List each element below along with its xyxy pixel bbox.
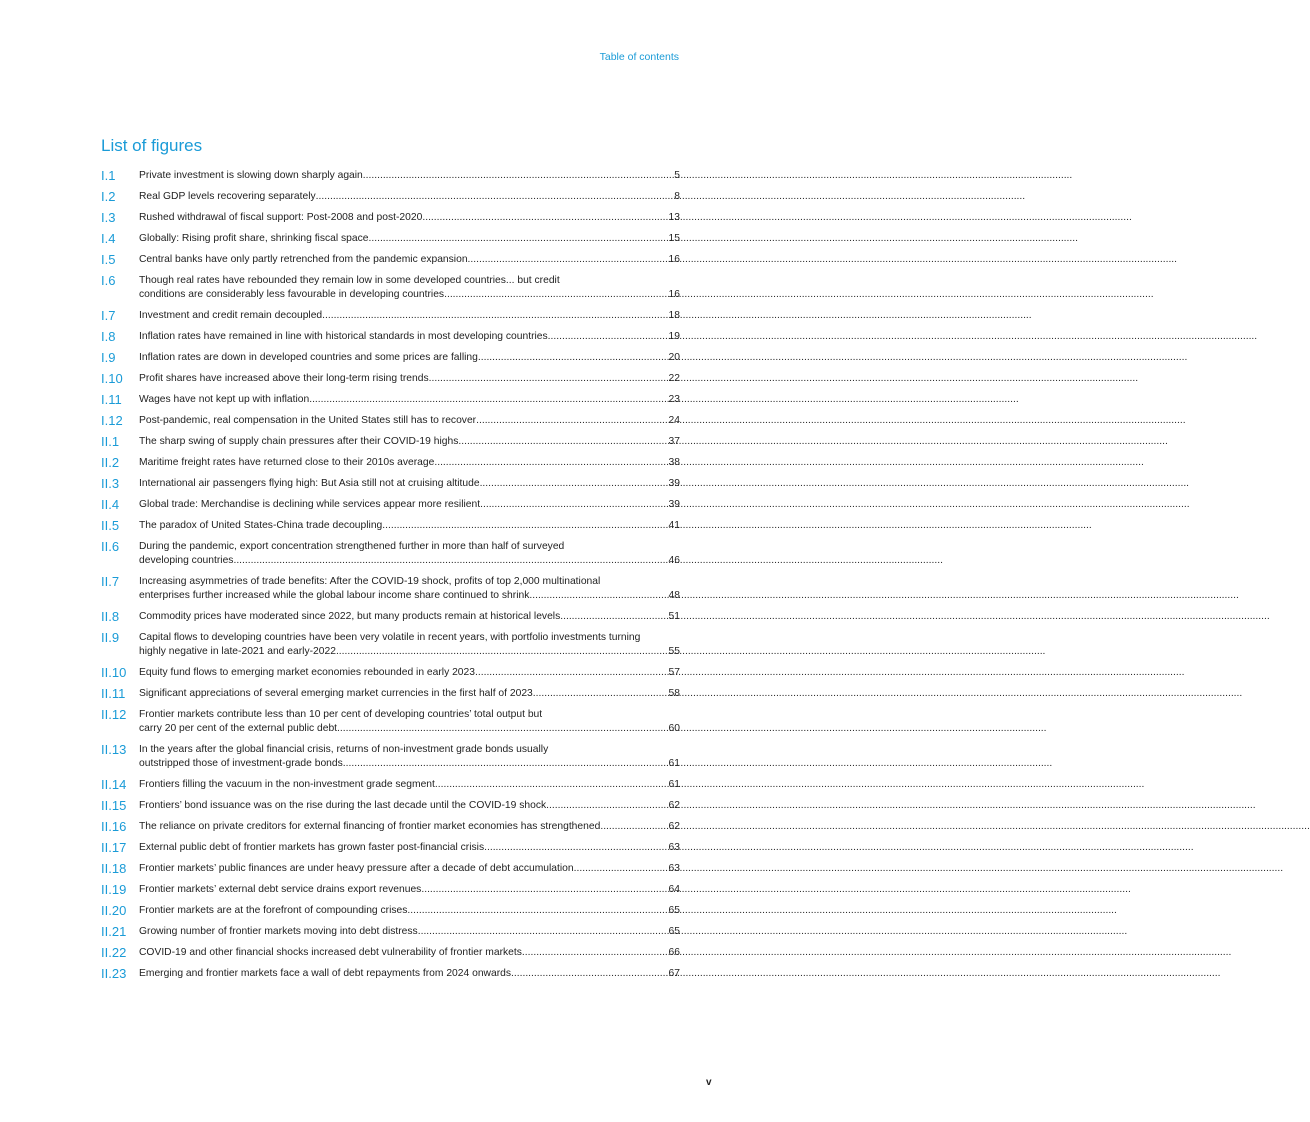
figure-page-number: 66 <box>668 947 680 958</box>
figure-title <box>139 232 680 246</box>
figure-title-line: Commodity prices have moderated since 2022, but many products remain at historical levels <box>139 611 561 622</box>
figure-title <box>139 393 680 407</box>
figure-page-number: 24 <box>668 415 680 426</box>
figure-page-number: 19 <box>668 331 680 342</box>
figure-number: II.21 <box>101 924 127 939</box>
dot-leader <box>336 645 669 659</box>
figure-title <box>139 799 680 813</box>
figure-title-last-line <box>139 456 680 470</box>
figure-number: I.10 <box>101 371 123 386</box>
figure-title <box>139 498 680 512</box>
figure-number: I.11 <box>101 392 122 407</box>
figure-number: I.4 <box>101 231 116 246</box>
figure-page-number: 63 <box>668 842 680 853</box>
figure-title-line: Central banks have only partly retrenched from the pandemic expansion <box>139 254 468 265</box>
figure-page-number: 38 <box>668 457 680 468</box>
figure-title <box>139 351 680 365</box>
figure-title <box>139 820 680 834</box>
figure-page-number: 41 <box>668 520 680 531</box>
figure-title-line: In the years after the global financial crisis, returns of non-investment grade bonds usually <box>139 744 549 755</box>
figure-title-line: The sharp swing of supply chain pressures after their COVID-19 highs <box>139 436 459 447</box>
figure-entry[interactable] <box>101 519 680 533</box>
figure-page-number: 16 <box>668 254 680 265</box>
figure-entry[interactable] <box>101 211 680 225</box>
figure-title-last-line <box>139 925 680 939</box>
dot-leader <box>458 435 668 449</box>
figure-title-last-line <box>139 309 680 323</box>
figure-entry[interactable] <box>101 414 680 428</box>
figure-page-number: 46 <box>668 555 680 566</box>
figure-title-last-line <box>139 435 680 449</box>
dot-leader <box>382 519 668 533</box>
figure-number: I.7 <box>101 308 116 323</box>
figure-number: II.2 <box>101 455 120 470</box>
figure-title-line: enterprises further increased while the global labour income share continued to shrink <box>139 590 530 601</box>
figure-title-line: Private investment is slowing down sharply again <box>139 170 363 181</box>
figure-entry[interactable] <box>101 435 680 449</box>
table-of-contents-link[interactable]: Table of contents <box>599 51 679 63</box>
dot-leader <box>480 498 668 512</box>
dot-leader <box>363 169 674 183</box>
figure-title-last-line <box>139 288 680 302</box>
figure-number: II.4 <box>101 497 120 512</box>
figure-number: II.3 <box>101 476 120 491</box>
figure-title <box>139 372 680 386</box>
figure-title-last-line <box>139 232 680 246</box>
figure-title-line: Investment and credit remain decoupled <box>139 310 323 321</box>
figure-title <box>139 631 680 659</box>
figure-number: II.10 <box>101 665 127 680</box>
dot-leader <box>484 841 668 855</box>
figure-title-last-line <box>139 589 680 603</box>
figure-page-number: 64 <box>668 884 680 895</box>
figure-number: II.11 <box>101 686 126 701</box>
figure-entry[interactable] <box>101 575 680 603</box>
figure-title-line: International air passengers flying high: But Asia still not at cruising altitude <box>139 478 480 489</box>
dot-leader <box>468 253 669 267</box>
figure-title <box>139 666 680 680</box>
figure-title-line: Post-pandemic, real compensation in the United States still has to recover <box>139 415 477 426</box>
figure-title-last-line <box>139 687 680 701</box>
figure-title-line: carry 20 per cent of the external public debt <box>139 723 338 734</box>
dot-leader <box>533 687 669 701</box>
figure-entry[interactable] <box>101 666 680 680</box>
figure-title <box>139 743 680 771</box>
figure-title-line: Increasing asymmetries of trade benefits: After the COVID-19 shock, profits of top 2,000 multinational <box>139 576 601 587</box>
figure-page-number: 55 <box>668 646 680 657</box>
figure-title-line: Frontiers’ bond issuance was on the rise during the last decade until the COVID-19 shock <box>139 800 547 811</box>
figure-title-line: Frontier markets are at the forefront of compounding crises <box>139 905 408 916</box>
figure-title <box>139 169 680 183</box>
figure-title-line: The reliance on private creditors for external financing of frontier market economies has strengthened <box>139 821 601 832</box>
figure-title-last-line <box>139 169 680 183</box>
figure-entry[interactable] <box>101 330 680 344</box>
figure-page-number: 62 <box>668 821 680 832</box>
figure-number: II.1 <box>101 434 120 449</box>
figure-number: II.20 <box>101 903 127 918</box>
figure-page-number: 51 <box>668 611 680 622</box>
figure-page-number: 23 <box>668 394 680 405</box>
figure-title-last-line <box>139 477 680 491</box>
figure-page-number: 39 <box>668 499 680 510</box>
dot-leader <box>529 589 668 603</box>
figure-number: I.3 <box>101 210 116 225</box>
figure-title-line: conditions are considerably less favourable in developing countries <box>139 289 445 300</box>
figure-title-line: outstripped those of investment-grade bonds <box>139 758 343 769</box>
dot-leader <box>600 820 668 834</box>
figure-number: II.23 <box>101 966 127 981</box>
figure-page-number: 8 <box>674 191 680 202</box>
figure-entry[interactable] <box>101 456 680 470</box>
figure-entry[interactable] <box>101 631 680 659</box>
figure-title <box>139 211 680 225</box>
figure-entry[interactable] <box>101 253 680 267</box>
figure-page-number: 62 <box>668 800 680 811</box>
figure-title <box>139 575 680 603</box>
figure-title-line: Significant appreciations of several emerging market currencies in the first half of 2023 <box>139 688 533 699</box>
figure-number: II.15 <box>101 798 127 813</box>
figure-title-last-line <box>139 799 680 813</box>
figure-title <box>139 862 680 876</box>
figure-number: I.5 <box>101 252 116 267</box>
figure-entry[interactable] <box>101 799 680 813</box>
figure-page-number: 13 <box>668 212 680 223</box>
figure-title-line: Wages have not kept up with inflation <box>139 394 310 405</box>
dot-leader <box>322 309 668 323</box>
figure-entry[interactable] <box>101 169 680 183</box>
figure-entry[interactable] <box>101 610 680 624</box>
figure-page-number: 48 <box>668 590 680 601</box>
figure-entry[interactable] <box>101 708 680 736</box>
figure-title-last-line <box>139 330 680 344</box>
page-number: v <box>706 1077 712 1088</box>
figure-title-last-line <box>139 519 680 533</box>
figure-number: II.16 <box>101 819 127 834</box>
figure-entry[interactable] <box>101 232 680 246</box>
figure-title <box>139 519 680 533</box>
dot-leader <box>444 288 668 302</box>
figure-title-line: Globally: Rising profit share, shrinking fiscal space <box>139 233 369 244</box>
figure-title <box>139 925 680 939</box>
figure-title-last-line <box>139 757 680 771</box>
figure-title-last-line <box>139 666 680 680</box>
figure-title-last-line <box>139 841 680 855</box>
figure-entry[interactable] <box>101 372 680 386</box>
figure-list <box>101 169 680 988</box>
figure-page-number: 16 <box>668 289 680 300</box>
figure-title-line: Rushed withdrawal of fiscal support: Post-2008 and post-2020 <box>139 212 423 223</box>
figure-page-number: 37 <box>668 436 680 447</box>
figure-title-last-line <box>139 253 680 267</box>
figure-title <box>139 309 680 323</box>
figure-title-line: COVID-19 and other financial shocks increased debt vulnerability of frontier markets <box>139 947 522 958</box>
figure-page-number: 5 <box>674 170 680 181</box>
figure-title <box>139 841 680 855</box>
dot-leader <box>435 778 669 792</box>
figure-number: II.14 <box>101 777 127 792</box>
dot-leader <box>422 211 668 225</box>
figure-entry[interactable] <box>101 393 680 407</box>
figure-entry[interactable] <box>101 820 680 834</box>
figure-title-line: Inflation rates have remained in line with historical standards in most developing countries <box>139 331 548 342</box>
figure-entry[interactable] <box>101 862 680 876</box>
figure-title-line: The paradox of United States-China trade decoupling <box>139 520 383 531</box>
figure-title <box>139 274 680 302</box>
figure-number: II.22 <box>101 945 127 960</box>
figure-title-last-line <box>139 414 680 428</box>
dot-leader <box>429 372 669 386</box>
figure-title-line: Equity fund flows to emerging market economies rebounded in early 2023 <box>139 667 475 678</box>
figure-title-last-line <box>139 372 680 386</box>
figure-title-line: Frontiers filling the vacuum in the non-investment grade segment <box>139 779 435 790</box>
figure-title <box>139 435 680 449</box>
figure-title-last-line <box>139 190 680 204</box>
figure-number: II.18 <box>101 861 127 876</box>
dot-leader <box>233 554 668 568</box>
figure-title <box>139 330 680 344</box>
figure-title <box>139 946 680 960</box>
dot-leader <box>548 330 669 344</box>
figure-title <box>139 967 680 981</box>
figure-page-number: 67 <box>668 968 680 979</box>
figure-title-line: During the pandemic, export concentration strengthened further in more than half of surveyed <box>139 541 565 552</box>
figure-title <box>139 477 680 491</box>
figure-title-last-line <box>139 862 680 876</box>
figure-title <box>139 456 680 470</box>
figure-number: II.12 <box>101 707 127 722</box>
figure-title-last-line <box>139 211 680 225</box>
figure-page-number: 20 <box>668 352 680 363</box>
figure-title <box>139 610 680 624</box>
figure-page-number: 39 <box>668 478 680 489</box>
figure-number: II.9 <box>101 630 120 645</box>
figure-title-line: Inflation rates are down in developed countries and some prices are falling <box>139 352 478 363</box>
figure-number: II.8 <box>101 609 120 624</box>
figure-number: I.12 <box>101 413 123 428</box>
figure-number: II.5 <box>101 518 120 533</box>
figure-number: II.6 <box>101 539 120 554</box>
figure-page-number: 65 <box>668 905 680 916</box>
figure-title-last-line <box>139 393 680 407</box>
dot-leader <box>407 904 668 918</box>
dot-leader <box>316 190 675 204</box>
dot-leader <box>434 456 668 470</box>
figure-entry[interactable] <box>101 540 680 568</box>
figure-page-number: 63 <box>668 863 680 874</box>
figure-page-number: 18 <box>668 310 680 321</box>
figure-number: I.8 <box>101 329 116 344</box>
figure-title-line: Capital flows to developing countries have been very volatile in recent years, with portfolio investments turning <box>139 632 641 643</box>
dot-leader <box>480 477 669 491</box>
figure-title-line: developing countries <box>139 555 234 566</box>
figure-title-last-line <box>139 351 680 365</box>
figure-title-line: Frontier markets’ external debt service drains export revenues <box>139 884 422 895</box>
figure-entry[interactable] <box>101 778 680 792</box>
figure-title-line: Growing number of frontier markets moving into debt distress <box>139 926 418 937</box>
figure-number: II.19 <box>101 882 127 897</box>
dot-leader <box>546 799 668 813</box>
figure-entry[interactable] <box>101 477 680 491</box>
figure-title-last-line <box>139 883 680 897</box>
figure-title <box>139 883 680 897</box>
figure-page-number: 58 <box>668 688 680 699</box>
figure-title-line: External public debt of frontier markets has grown faster post-financial crisis <box>139 842 485 853</box>
dot-leader <box>478 351 669 365</box>
figure-title <box>139 904 680 918</box>
figure-page-number: 15 <box>668 233 680 244</box>
figure-title-line: Emerging and frontier markets face a wall of debt repayments from 2024 onwards <box>139 968 512 979</box>
figure-title-last-line <box>139 904 680 918</box>
figure-entry[interactable] <box>101 904 680 918</box>
figure-number: I.6 <box>101 273 116 288</box>
figure-page-number: 61 <box>668 779 680 790</box>
figure-title-last-line <box>139 722 680 736</box>
figure-title-last-line <box>139 967 680 981</box>
figure-entry[interactable] <box>101 351 680 365</box>
dot-leader <box>418 925 669 939</box>
dot-leader <box>476 414 668 428</box>
figure-title <box>139 253 680 267</box>
figure-title <box>139 687 680 701</box>
figure-entry[interactable] <box>101 883 680 897</box>
figure-page-number: 22 <box>668 373 680 384</box>
figure-title-last-line <box>139 778 680 792</box>
figure-entry[interactable] <box>101 274 680 302</box>
figure-title <box>139 190 680 204</box>
figure-title-line: Frontier markets’ public finances are under heavy pressure after a decade of debt accumulation <box>139 863 574 874</box>
dot-leader <box>369 232 669 246</box>
figure-title <box>139 778 680 792</box>
figure-title-last-line <box>139 498 680 512</box>
dot-leader <box>522 946 669 960</box>
figure-entry[interactable] <box>101 309 680 323</box>
figure-title-last-line <box>139 610 680 624</box>
figure-entry[interactable] <box>101 841 680 855</box>
figure-page-number: 61 <box>668 758 680 769</box>
figure-number: I.1 <box>101 168 116 183</box>
figure-number: II.7 <box>101 574 120 589</box>
dot-leader <box>343 757 669 771</box>
figure-title-line: Though real rates have rebounded they remain low in some developed countries... but credit <box>139 275 560 286</box>
figure-entry[interactable] <box>101 946 680 960</box>
figure-title-line: Global trade: Merchandise is declining while services appear more resilient <box>139 499 481 510</box>
figure-entry[interactable] <box>101 967 680 981</box>
figure-page-number: 57 <box>668 667 680 678</box>
figure-title-last-line <box>139 554 680 568</box>
list-of-figures-title: List of figures <box>101 136 203 155</box>
figure-title-line: highly negative in late-2021 and early-2022 <box>139 646 336 657</box>
figure-title <box>139 540 680 568</box>
dot-leader <box>475 666 669 680</box>
dot-leader <box>560 610 668 624</box>
dot-leader <box>309 393 668 407</box>
figure-title-line: Real GDP levels recovering separately <box>139 191 316 202</box>
figure-page-number: 60 <box>668 723 680 734</box>
figure-title <box>139 708 680 736</box>
figure-number: II.13 <box>101 742 127 757</box>
figure-page-number: 65 <box>668 926 680 937</box>
figure-entry[interactable] <box>101 743 680 771</box>
figure-title-last-line <box>139 946 680 960</box>
figure-entry[interactable] <box>101 687 680 701</box>
figure-entry[interactable] <box>101 925 680 939</box>
figure-title-last-line <box>139 820 680 834</box>
figure-entry[interactable] <box>101 190 680 204</box>
figure-title-last-line <box>139 645 680 659</box>
dot-leader <box>337 722 668 736</box>
figure-number: I.2 <box>101 189 116 204</box>
figure-title-line: Profit shares have increased above their long-term rising trends <box>139 373 429 384</box>
figure-title-line: Maritime freight rates have returned close to their 2010s average <box>139 457 435 468</box>
figure-title-line: Frontier markets contribute less than 10 per cent of developing countries’ total output but <box>139 709 543 720</box>
dot-leader <box>421 883 668 897</box>
figure-entry[interactable] <box>101 498 680 512</box>
dot-leader <box>574 862 669 876</box>
figure-number: I.9 <box>101 350 116 365</box>
dot-leader <box>511 967 669 981</box>
figure-number: II.17 <box>101 840 127 855</box>
figure-title <box>139 414 680 428</box>
